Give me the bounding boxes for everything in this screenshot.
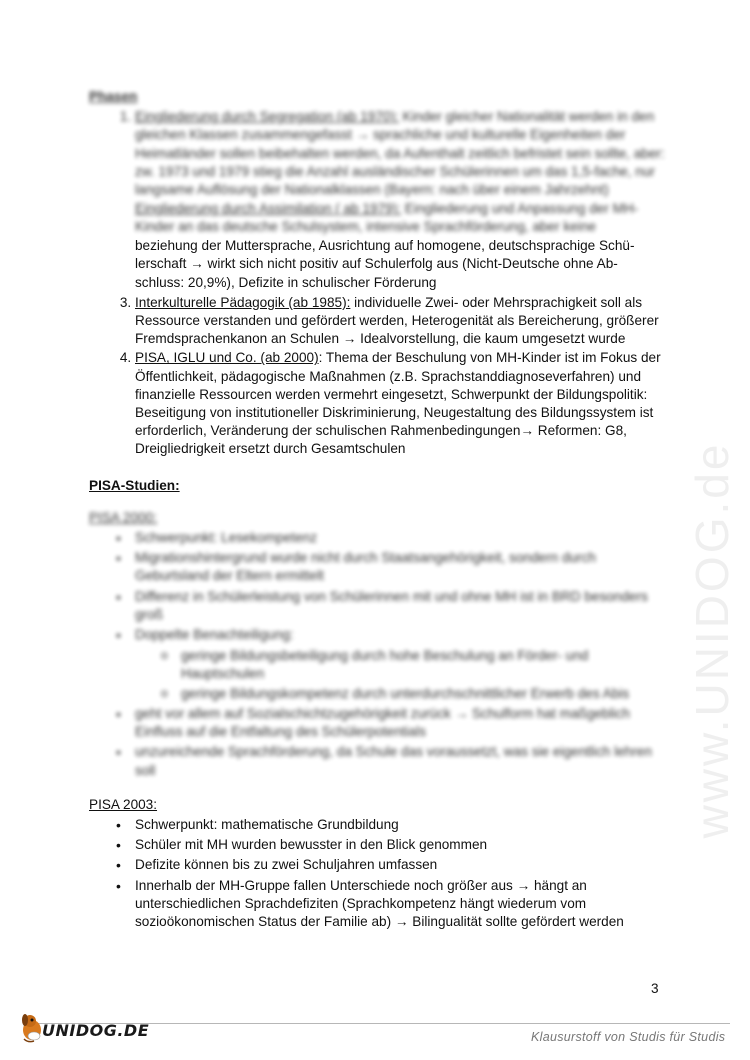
list-item: • geht vor allem auf Sozialschichtzugehörigkeit zurück → Schulform hat maßgeblich Einfluss auf die Entfaltung des Schülerpotentials [135,705,669,741]
pisa-2003-list [89,816,669,931]
phases-heading: Phasen [89,89,138,104]
phase-2-text: Eingliederung und Anpassung der MH-Kinder an das deutsche Schulsystem, intensive Sprachförderung, aber keine [135,201,639,235]
phase-3-text: individuelle Zwei- oder Mehrsprachigkeit soll als Ressource verstanden und gefördert werden, Heterogenität als Bereicherung, größerer Fremdsprachenkanon an Schulen → Idealvorstellung, die kaum umgesetzt wurde [135,294,659,347]
pisa-2000-heading: PISA 2000: [89,509,158,525]
phase-item-2-start [135,200,669,236]
phase-2-tail-line2: lerschaft → wirkt sich nicht positiv auf Schulerfolg aus (Nicht-Deutsche ohne Ab- [135,256,618,272]
pisa-2000-block [89,509,669,780]
phase-1-title: Eingliederung durch Segregation (ab 1970): [135,109,399,125]
list-item: • Schwerpunkt: Lesekompetenz [135,529,669,547]
phase-item-4 [135,349,669,458]
phases-list-clear [89,294,669,459]
list-item: • Defizite können bis zu zwei Schuljahren umfassen [135,856,669,874]
pisa-2003-heading: PISA 2003: [89,796,158,812]
phase-4-title: PISA, IGLU und Co. (ab 2000) [135,350,319,366]
pisa-2000-sublist [135,647,669,703]
phases-blurred-block [89,88,669,236]
pisa-heading: PISA-Studien: [89,477,180,493]
phase-2-title: Eingliederung durch Assimilation ( ab 1979): [135,201,401,217]
phase-4-text: : Thema der Beschulung von MH-Kinder ist im Fokus der Öffentlichkeit, pädagogische Maßnahmen (z.B. Sprachstanddiagnoseverfahren) und finanzielle Ressourcen werden vermehrt eingesetzt, Schwerpunkt der Bildungspolitik: Beseitigung von institutioneller Diskriminierung, Neugestaltung des Bildungssystem ist erforderlich, Veränderung der schulischen Rahmenbedingungen→ Reformen: G8, Dreigliedrigkeit ersetzt durch Gesamtschulen [135,350,661,457]
watermark: www.UNIDOG.de [686,441,738,839]
sub-list-item: o geringe Bildungskompetenz durch unterdurchschnittlicher Erwerb des Abis [181,685,669,703]
pisa-2000-list [89,529,669,780]
double-disadvantage-label: Doppelte Benachteiligung: [135,627,294,643]
list-item: • unzureichende Sprachförderung, da Schule das voraussetzt, was sie eigentlich lehren soll [135,743,669,779]
phase-2-tail-line1: beziehung der Muttersprache, Ausrichtung auf homogene, deutschsprachige Schü- [135,238,635,254]
phases-list-blurred [89,108,669,236]
phase-item-1 [135,108,669,199]
list-item: • Schwerpunkt: mathematische Grundbildung [135,816,669,834]
footer-tagline: Klausurstoff von Studis für Studis [531,1030,726,1044]
list-item [135,626,669,703]
phase-3-title: Interkulturelle Pädagogik (ab 1985): [135,294,351,310]
phase-1-text: Kinder gleicher Nationalität werden in den gleichen Klassen zusammengefasst → sprachliche und kulturelle Eigenheiten der Heimatländer sollen beibehalten werden, da Aufenthalt zeitlich befristet sein sollte, aber: zw. 1973 und 1979 stieg die Anzahl ausländischer Schülerinnen um das 1,5-fache, nur langsame Auflösung der Nationalklassen (Bayern: nach über einem Jahrzehnt) [135,109,665,198]
phase-2-tail-line3: schluss: 20,9%), Defizite in schulischer Förderung [135,274,437,290]
list-item: • Innerhalb der MH-Gruppe fallen Unterschiede noch größer aus → hängt an unterschiedlichen Sprachdefiziten (Sprachkompetenz hängt wiederum vom sozioökonomischen Status der Familie ab) → Bilingualität sollte gefördert werden [135,877,669,932]
phase-item-3 [135,294,669,349]
page-number: 3 [651,981,659,996]
list-item: • Differenz in Schülerleistung von Schülerinnen mit und ohne MH ist in BRD besonders groß [135,588,669,624]
list-item: • Migrationshintergrund wurde nicht durch Staatsangehörigkeit, sondern durch Geburtsland der Eltern ermittelt [135,549,669,585]
phases-clear-block [89,237,669,292]
page-content [89,88,669,933]
sub-list-item: o geringe Bildungsbeteiligung durch hohe Beschulung an Förder- und Hauptschulen [181,647,669,683]
list-item: • Schüler mit MH wurden bewusster in den Blick genommen [135,836,669,854]
logo-text: UNIDOG.DE [42,1021,150,1040]
